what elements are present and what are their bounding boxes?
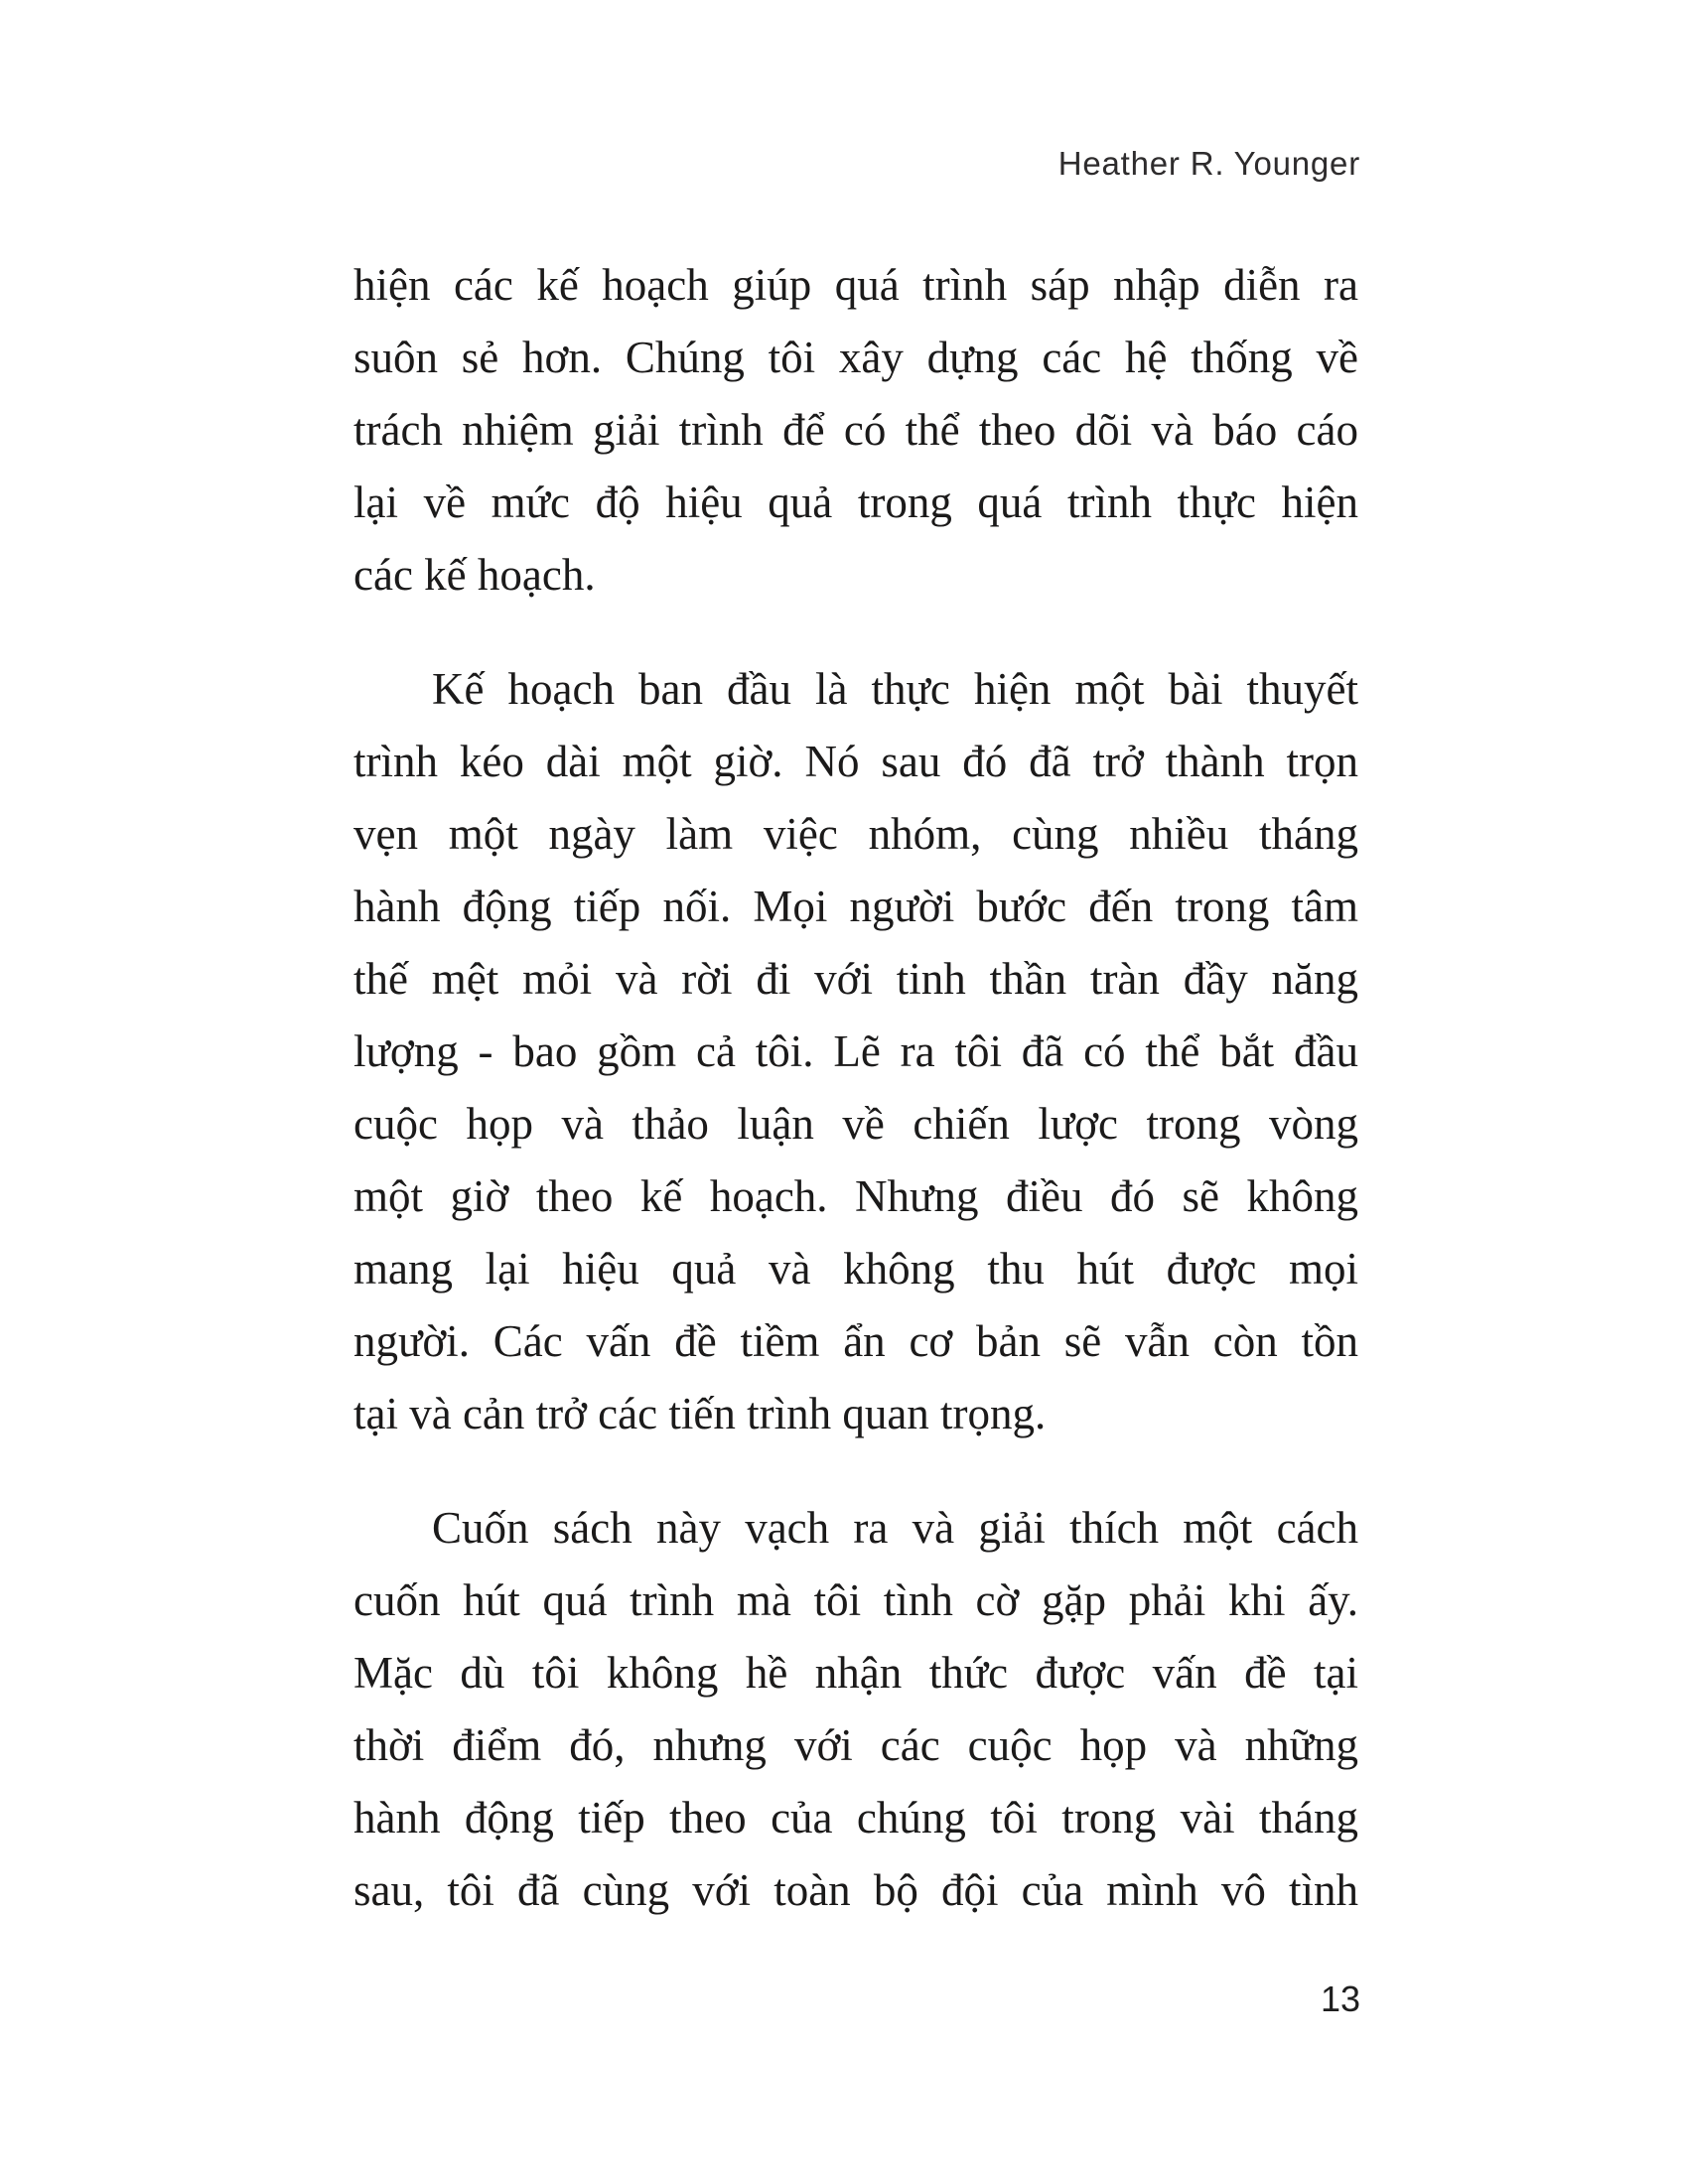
text-line: Mặc dù tôi không hề nhận thức được vấn đề tại: [353, 1648, 1358, 1698]
text-line: tại và cản trở các tiến trình quan trọng.: [353, 1389, 1047, 1438]
paragraph: [353, 653, 1358, 1450]
paragraph: [353, 249, 1358, 612]
text-line: thế mệt mỏi và rời đi với tinh thần tràn đầy năng: [353, 954, 1358, 1004]
text-line: hành động tiếp theo của chúng tôi trong vài tháng: [353, 1793, 1358, 1843]
text-line: lượng - bao gồm cả tôi. Lẽ ra tôi đã có thể bắt đầu: [353, 1026, 1358, 1076]
running-header-text: Heather R. Younger: [1057, 145, 1360, 182]
text-line: các kế hoạch.: [353, 550, 596, 600]
running-header: [353, 145, 1360, 183]
text-line: cuộc họp và thảo luận về chiến lược trong vòng: [353, 1099, 1358, 1149]
text-line: suôn sẻ hơn. Chúng tôi xây dựng các hệ thống về: [353, 333, 1358, 382]
text-line: hiện các kế hoạch giúp quá trình sáp nhập diễn ra: [353, 260, 1358, 310]
text-line: người. Các vấn đề tiềm ẩn cơ bản sẽ vẫn còn tồn: [353, 1316, 1358, 1366]
text-line: trách nhiệm giải trình để có thể theo dõi và báo cáo: [353, 405, 1358, 455]
text-line: một giờ theo kế hoạch. Nhưng điều đó sẽ không: [353, 1171, 1358, 1221]
text-line: hành động tiếp nối. Mọi người bước đến trong tâm: [353, 882, 1358, 931]
text-line: vẹn một ngày làm việc nhóm, cùng nhiều tháng: [353, 809, 1358, 859]
body-text: [353, 249, 1358, 1927]
text-line: trình kéo dài một giờ. Nó sau đó đã trở thành trọn: [353, 737, 1358, 786]
paragraph: [353, 1492, 1358, 1927]
page-number: 13: [1320, 1979, 1360, 2019]
text-line: mang lại hiệu quả và không thu hút được mọi: [353, 1244, 1358, 1294]
text-line: thời điểm đó, nhưng với các cuộc họp và những: [353, 1720, 1358, 1770]
text-line: cuốn hút quá trình mà tôi tình cờ gặp phải khi ấy.: [353, 1575, 1358, 1625]
text-line: sau, tôi đã cùng với toàn bộ đội của mình vô tình: [353, 1865, 1358, 1915]
text-line: Cuốn sách này vạch ra và giải thích một cách: [432, 1503, 1358, 1553]
text-line: lại về mức độ hiệu quả trong quá trình thực hiện: [353, 478, 1358, 527]
text-line: Kế hoạch ban đầu là thực hiện một bài thuyết: [432, 664, 1358, 714]
